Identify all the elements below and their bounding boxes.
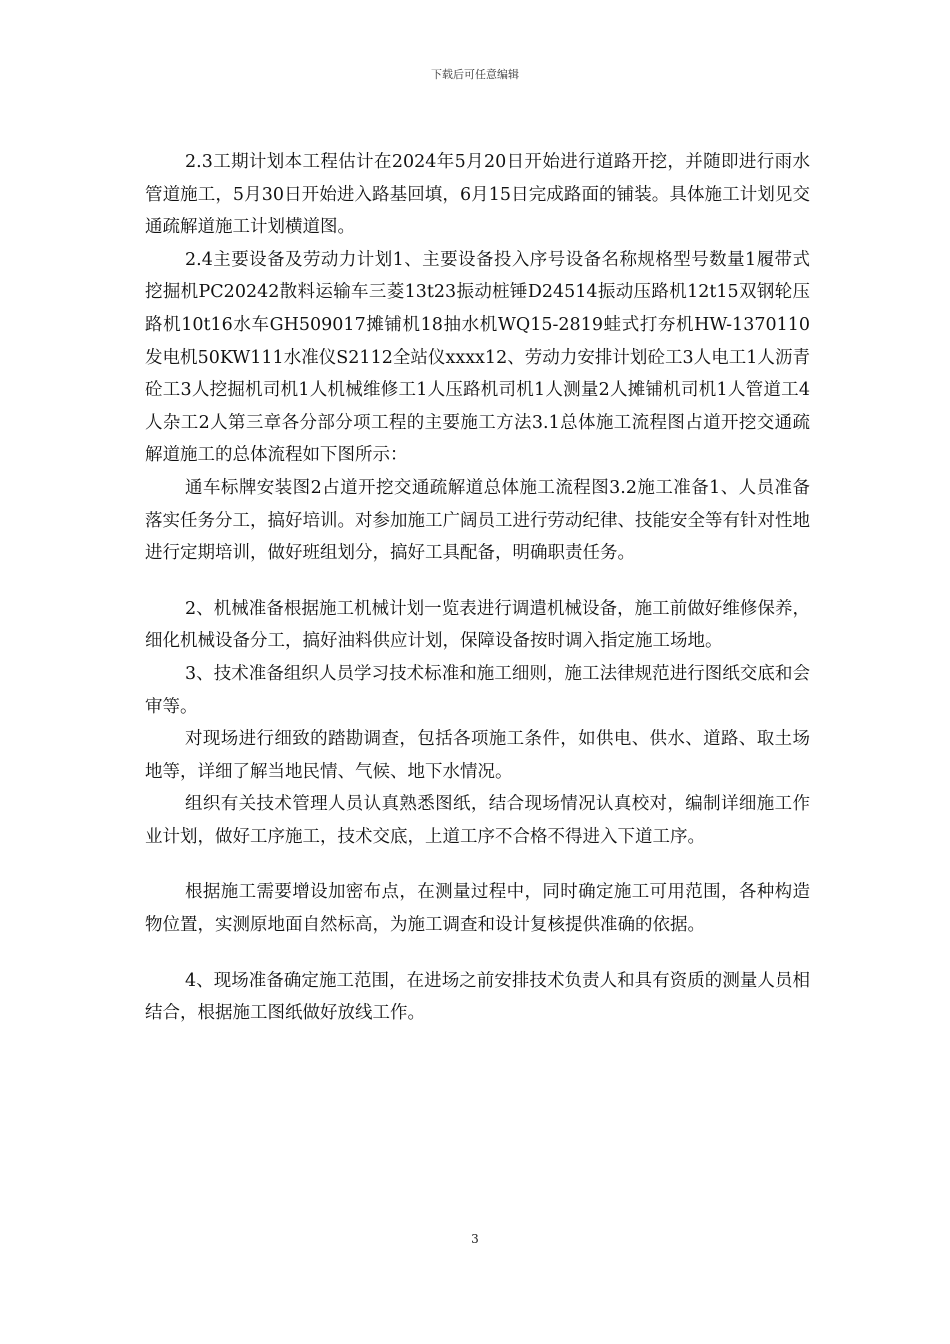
document-body bbox=[145, 146, 810, 1030]
paragraph-technical-preparation: 3、技术准备组织人员学习技术标准和施工细则，施工法律规范进行图纸交底和会审等。 bbox=[145, 663, 810, 717]
paragraph-drawing-review: 组织有关技术管理人员认真熟悉图纸，结合现场情况认真校对，编制详细施工作业计划，做好工序施工，技术交底，上道工序不合格不得进入下道工序。 bbox=[145, 794, 810, 847]
page-header-note: 下载后可任意编辑 bbox=[431, 68, 519, 81]
paragraph-control-points: 根据施工需要增设加密布点，在测量过程中，同时确定施工可用范围，各种构造物位置，实测原地面自然标高，为施工调查和设计复核提供准确的依据。 bbox=[145, 882, 810, 936]
page-number: 3 bbox=[471, 1232, 479, 1246]
paragraph-machine-preparation: 2、机械准备根据施工机械计划一览表进行调遣机械设备，施工前做好维修保养，细化机械设备分工，搞好油料供应计划，保障设备按时调入指定施工场地。 bbox=[145, 598, 810, 652]
paragraph-schedule: 2.3工期计划本工程估计在2024年5月20日开始进行道路开挖，并随即进行雨水管道施工，5月30日开始进入路基回填，6月15日完成路面的铺装。具体施工计划见交通疏解道施工计划横道图。 bbox=[145, 152, 810, 238]
paragraph-staff-preparation: 通车标牌安装图2占道开挖交通疏解道总体施工流程图3.2施工准备1、人员准备落实任务分工，搞好培训。对参加施工广阔员工进行劳动纪律、技能安全等有针对性地进行定期培训，做好班组划分，搞好工具配备，明确职责任务。 bbox=[145, 477, 810, 564]
paragraph-site-survey: 对现场进行细致的踏勘调查，包括各项施工条件，如供电、供水、道路、取土场地等，详细了解当地民情、气候、地下水情况。 bbox=[145, 729, 810, 782]
paragraph-site-preparation: 4、现场准备确定施工范围，在进场之前安排技术负责人和具有资质的测量人员相结合，根据施工图纸做好放线工作。 bbox=[145, 970, 810, 1024]
paragraph-equipment-labor: 2.4主要设备及劳动力计划1、主要设备投入序号设备名称规格型号数量1履带式挖掘机PC20242散料运输车三菱13t23振动桩锤D24514振动压路机12t15双钢轮压路机10t16水车GH509017摊铺机18抽水机WQ15-2819蛙式打夯机HW-1370110发电机50KW111水准仪S2112全站仪xxxx12、劳动力安排计划砼工3人电工1人沥青砼工3人挖掘机司机1人机械维修工1人压路机司机1人测量2人摊铺机司机1人管道工4人杂工2人第三章各分部分项工程的主要施工方法3.1总体施工流程图占道开挖交通疏解道施工的总体流程如下图所示： bbox=[145, 249, 810, 466]
